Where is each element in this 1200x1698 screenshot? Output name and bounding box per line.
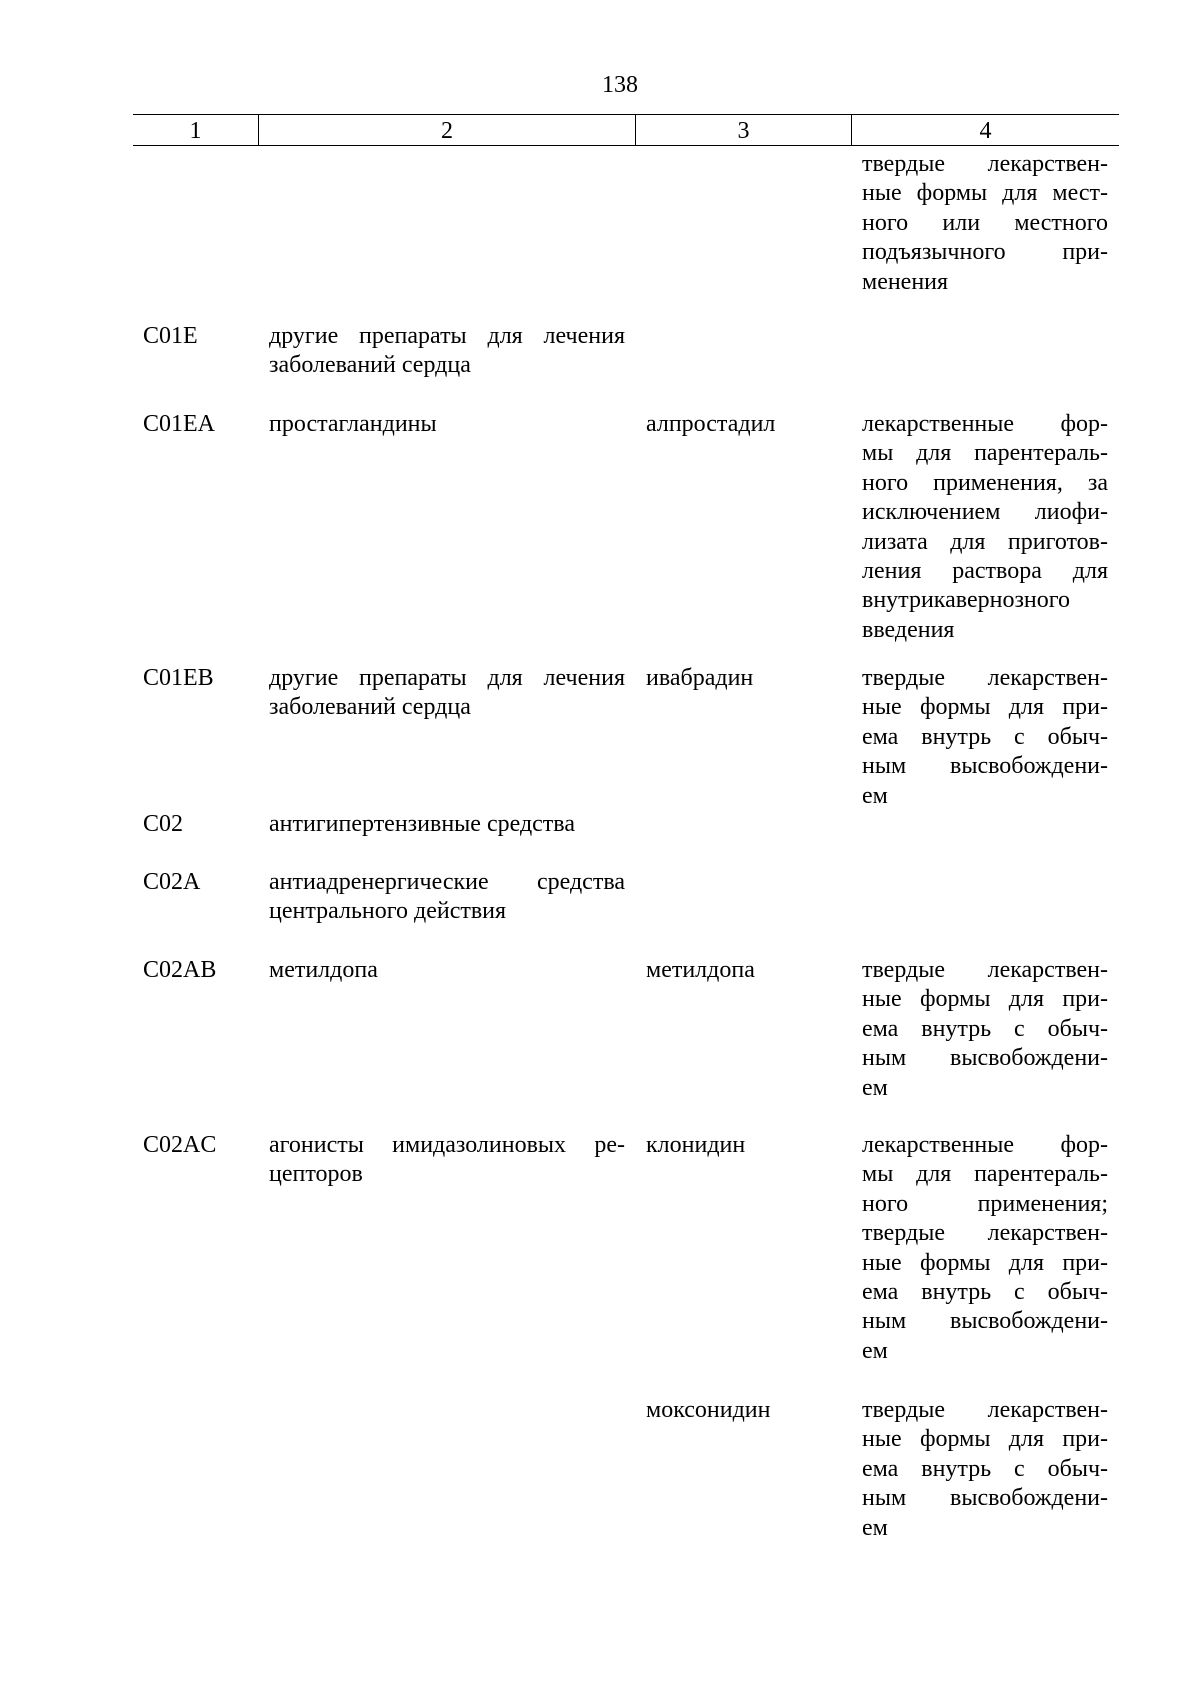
- dosage-form-cell-line: лекарственные фор-: [862, 411, 1108, 437]
- anatomical-group-cell: [269, 322, 625, 381]
- dosage-form-cell: [862, 150, 1108, 297]
- dosage-form-cell-line: менения: [862, 268, 949, 295]
- dosage-form-cell-line: твердые лекарствен-: [862, 1397, 1108, 1423]
- dosage-form-cell-line: ным высвобождени-: [862, 753, 1108, 780]
- dosage-form-cell-line: ные формы для при-: [862, 986, 1108, 1013]
- dosage-form-cell: [862, 664, 1108, 811]
- dosage-form-cell-line: внутрикавернозного: [862, 587, 1071, 614]
- anatomical-group-cell-line: простагландины: [269, 411, 437, 437]
- dosage-form-cell-line: ем: [862, 1074, 888, 1101]
- drug-name-cell: клонидин: [646, 1132, 746, 1158]
- anatomical-group-cell: [269, 1131, 625, 1190]
- atc-code-cell: C01EA: [143, 411, 215, 437]
- dosage-form-cell-line: введения: [862, 616, 955, 643]
- dosage-form-cell-line: исключением лиофи-: [862, 499, 1108, 526]
- dosage-form-cell-line: ным высвобождени-: [862, 1485, 1108, 1512]
- anatomical-group-cell-line: метилдопа: [269, 957, 378, 983]
- anatomical-group-cell: [269, 956, 625, 985]
- dosage-form-cell: [862, 410, 1108, 645]
- dosage-form-cell-line: ем: [862, 1514, 888, 1541]
- dosage-form-cell-line: ема внутрь с обыч-: [862, 1455, 1108, 1482]
- atc-code-cell: C02: [143, 811, 184, 837]
- dosage-form-cell-line: подъязычного при-: [862, 239, 1108, 266]
- dosage-form-cell-line: ного применения;: [862, 1190, 1108, 1217]
- anatomical-group-cell-line: заболеваний сердца: [269, 694, 471, 721]
- anatomical-group-cell: [269, 868, 625, 927]
- dosage-form-cell-line: ема внутрь с обыч-: [862, 723, 1108, 750]
- anatomical-group-cell-line: центрального действия: [269, 898, 507, 925]
- anatomical-group-cell: [269, 410, 625, 439]
- anatomical-group-cell-line: другие препараты для лечения: [269, 665, 625, 691]
- drug-name-cell: алпростадил: [646, 411, 776, 437]
- dosage-form-cell-line: ем: [862, 782, 888, 809]
- dosage-form-cell-line: твердые лекарствен-: [862, 957, 1108, 983]
- page-number: 138: [602, 72, 638, 98]
- dosage-form-cell-line: твердые лекарствен-: [862, 1220, 1108, 1247]
- table-header-col-4: 4: [851, 114, 1119, 146]
- dosage-form-cell-line: мы для парентераль-: [862, 1161, 1108, 1188]
- dosage-form-cell-line: ные формы для мест-: [862, 180, 1108, 207]
- dosage-form-cell-line: твердые лекарствен-: [862, 665, 1108, 691]
- dosage-form-cell-line: твердые лекарствен-: [862, 151, 1108, 177]
- atc-code-cell: C01EB: [143, 665, 214, 691]
- dosage-form-cell-line: мы для парентераль-: [862, 440, 1108, 467]
- anatomical-group-cell-line: цепторов: [269, 1161, 363, 1188]
- atc-code-cell: C01E: [143, 323, 198, 349]
- anatomical-group-cell-line: антигипертензивные средства: [269, 811, 575, 837]
- atc-code-cell: C02AC: [143, 1132, 217, 1158]
- dosage-form-cell-line: ема внутрь с обыч-: [862, 1279, 1108, 1306]
- anatomical-group-cell-line: антиадренергические средства: [269, 869, 625, 895]
- dosage-form-cell-line: лекарственные фор-: [862, 1132, 1108, 1158]
- anatomical-group-cell: [269, 664, 625, 723]
- dosage-form-cell-line: ления раствора для: [862, 558, 1108, 585]
- dosage-form-cell-line: ным высвобождени-: [862, 1045, 1108, 1072]
- anatomical-group-cell: [269, 810, 625, 839]
- dosage-form-cell-line: ного применения, за: [862, 469, 1108, 496]
- anatomical-group-cell-line: агонисты имидазолиновых ре-: [269, 1132, 625, 1158]
- atc-code-cell: C02A: [143, 869, 201, 895]
- dosage-form-cell-line: ные формы для при-: [862, 694, 1108, 721]
- table-header-col-1: 1: [133, 114, 258, 146]
- dosage-form-cell-line: ного или местного: [862, 209, 1108, 236]
- dosage-form-cell-line: лизата для приготов-: [862, 528, 1108, 555]
- dosage-form-cell-line: ным высвобождени-: [862, 1308, 1108, 1335]
- dosage-form-cell-line: ема внутрь с обыч-: [862, 1015, 1108, 1042]
- drug-name-cell: ивабрадин: [646, 665, 754, 691]
- drug-name-cell: моксонидин: [646, 1397, 771, 1423]
- dosage-form-cell-line: ные формы для при-: [862, 1426, 1108, 1453]
- drug-name-cell: метилдопа: [646, 957, 755, 983]
- dosage-form-cell: [862, 956, 1108, 1103]
- dosage-form-cell: [862, 1396, 1108, 1543]
- dosage-form-cell-line: ем: [862, 1337, 888, 1364]
- dosage-form-cell: [862, 1131, 1108, 1366]
- atc-code-cell: C02AB: [143, 957, 217, 983]
- anatomical-group-cell-line: другие препараты для лечения: [269, 323, 625, 349]
- table-header-col-2: 2: [258, 114, 635, 146]
- anatomical-group-cell-line: заболеваний сердца: [269, 352, 471, 379]
- table-header-col-3: 3: [635, 114, 851, 146]
- dosage-form-cell-line: ные формы для при-: [862, 1249, 1108, 1276]
